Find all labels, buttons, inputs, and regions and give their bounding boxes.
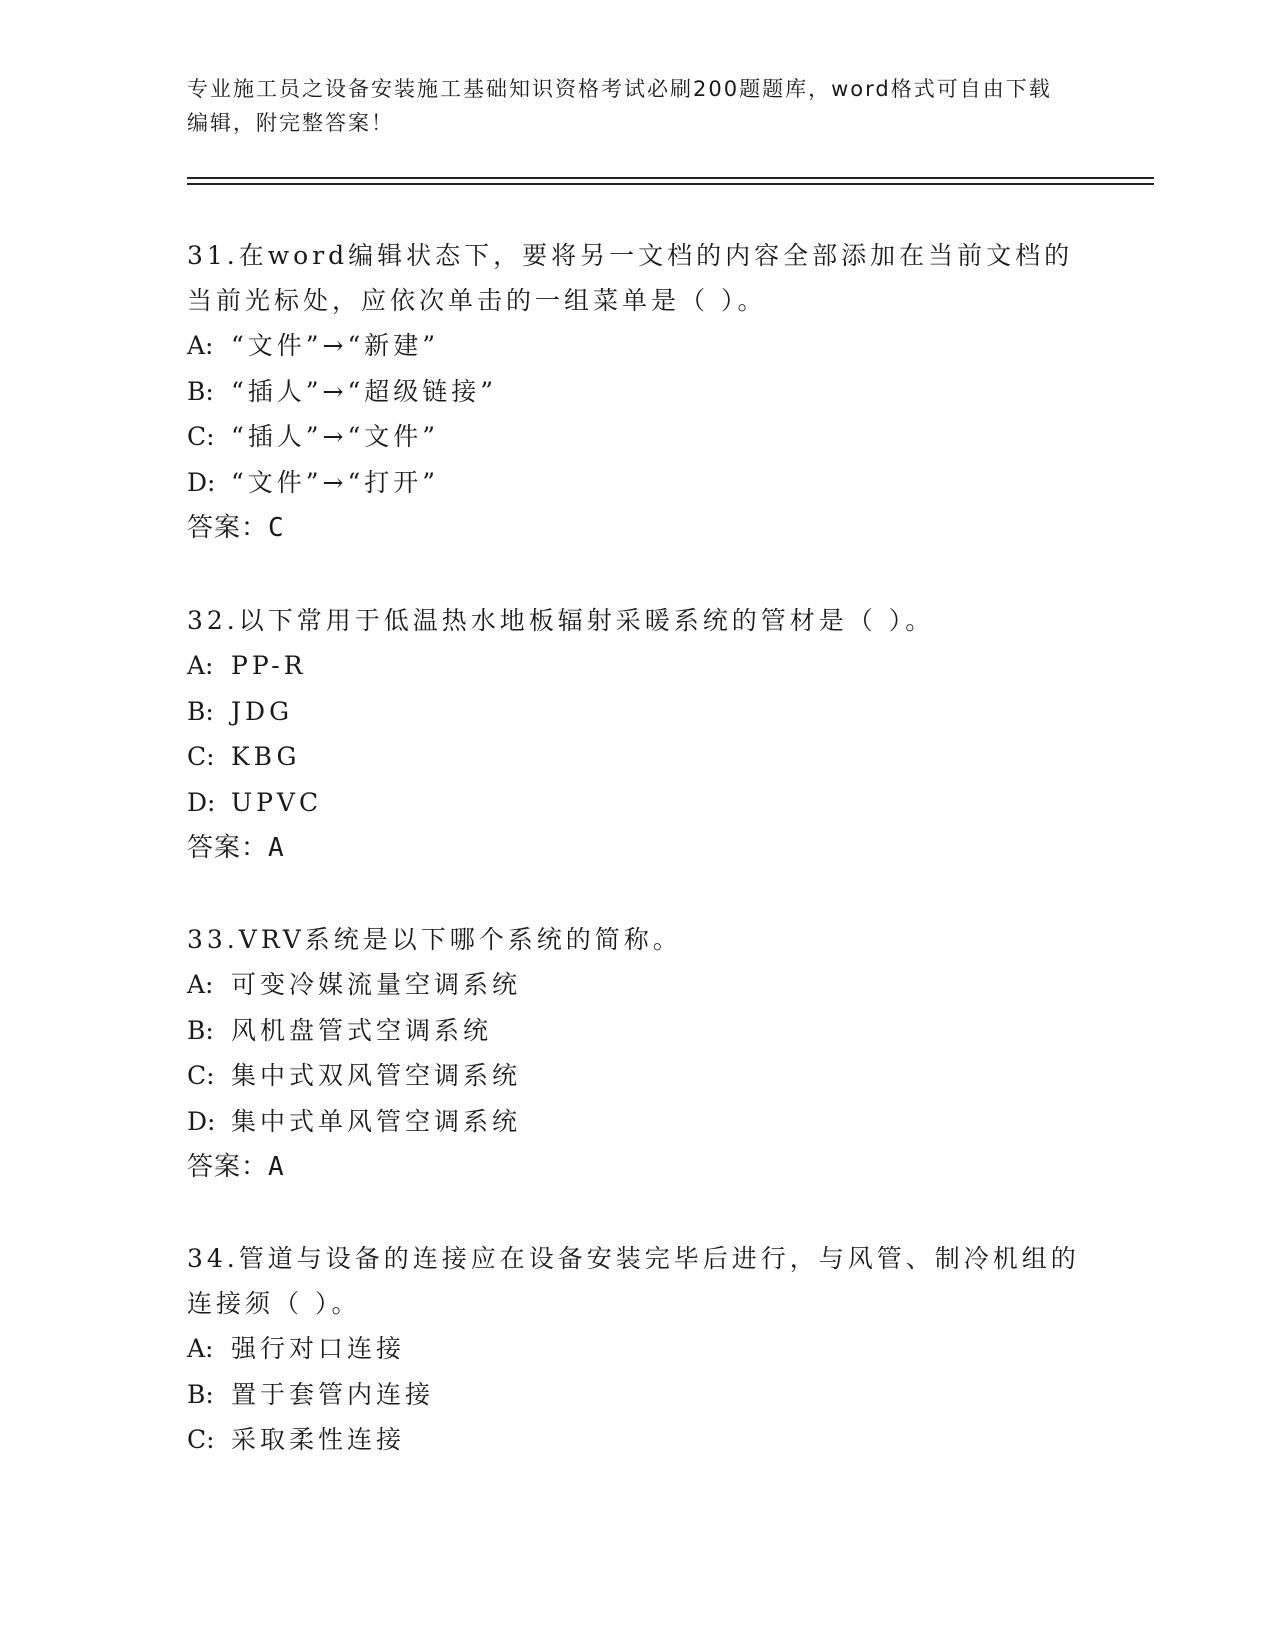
option-c — [187, 1053, 1087, 1099]
answer-line — [187, 825, 1087, 871]
option-key: A: — [187, 331, 214, 360]
option-key: C: — [187, 422, 215, 451]
option-key: C: — [187, 1425, 215, 1454]
option-key: D: — [187, 1106, 216, 1136]
option-d — [187, 1099, 1087, 1145]
question-34 — [187, 1236, 1087, 1463]
option-text: “插人”→“文件” — [231, 422, 440, 451]
option-text: 集中式单风管空调系统 — [231, 1106, 522, 1136]
document-header: 专业施工员之设备安装施工基础知识资格考试必刷200题题库，word格式可自由下载编辑，附完整答案！ — [187, 77, 1052, 135]
answer-value: A — [268, 1152, 285, 1182]
option-b — [187, 1008, 1087, 1054]
option-b — [187, 369, 1087, 415]
question-31 — [187, 233, 1087, 551]
option-c — [187, 1417, 1087, 1463]
option-c — [187, 734, 1087, 780]
option-key: D: — [187, 467, 216, 497]
option-key: B: — [187, 696, 214, 726]
option-a — [187, 1326, 1087, 1372]
option-d — [187, 780, 1087, 826]
question-stem: 33.VRV系统是以下哪个系统的简称。 — [187, 925, 682, 954]
option-key: C: — [187, 1061, 215, 1090]
option-text: 可变冷媒流量空调系统 — [231, 970, 522, 999]
answer-line — [187, 505, 1087, 551]
option-key: A: — [187, 651, 214, 680]
option-b — [187, 689, 1087, 735]
option-key: D: — [187, 787, 216, 817]
option-key: B: — [187, 1015, 214, 1045]
answer-value: A — [268, 833, 285, 863]
question-stem: 31.在word编辑状态下，要将另一文档的内容全部添加在当前文档的当前光标处，应依次单击的一组菜单是（ ）。 — [187, 241, 1074, 315]
option-text: 采取柔性连接 — [231, 1425, 406, 1454]
question-33 — [187, 917, 1087, 1190]
option-text: PP-R — [231, 651, 307, 680]
option-key: A: — [187, 1334, 214, 1363]
option-text: “文件”→“新建” — [231, 331, 440, 360]
question-stem: 32.以下常用于低温热水地板辐射采暖系统的管材是（ ）。 — [187, 606, 935, 635]
option-text: “文件”→“打开” — [231, 467, 440, 497]
question-stem: 34.管道与设备的连接应在设备安装完毕后进行，与风管、制冷机组的连接须（ ）。 — [187, 1244, 1080, 1318]
header-rule-bottom — [187, 183, 1154, 185]
option-b — [187, 1372, 1087, 1418]
answer-label: 答案： — [187, 513, 269, 543]
option-d — [187, 460, 1087, 506]
option-c — [187, 414, 1087, 460]
answer-value: C — [268, 513, 285, 543]
option-text: JDG — [231, 696, 294, 726]
option-key: B: — [187, 1379, 214, 1409]
option-text: KBG — [231, 742, 301, 771]
option-text: 强行对口连接 — [231, 1334, 406, 1363]
question-32 — [187, 598, 1087, 871]
option-key: C: — [187, 742, 215, 771]
header-rule-top — [187, 177, 1154, 179]
option-key: A: — [187, 970, 214, 999]
answer-line — [187, 1144, 1087, 1190]
option-text: “插人”→“超级链接” — [231, 376, 498, 406]
option-text: UPVC — [231, 787, 323, 817]
option-text: 风机盘管式空调系统 — [231, 1015, 493, 1045]
option-key: B: — [187, 376, 214, 406]
answer-label: 答案： — [187, 1152, 269, 1182]
answer-label: 答案： — [187, 833, 269, 863]
option-a — [187, 643, 1087, 689]
option-a — [187, 323, 1087, 369]
option-a — [187, 962, 1087, 1008]
option-text: 置于套管内连接 — [231, 1379, 435, 1409]
option-text: 集中式双风管空调系统 — [231, 1061, 522, 1090]
